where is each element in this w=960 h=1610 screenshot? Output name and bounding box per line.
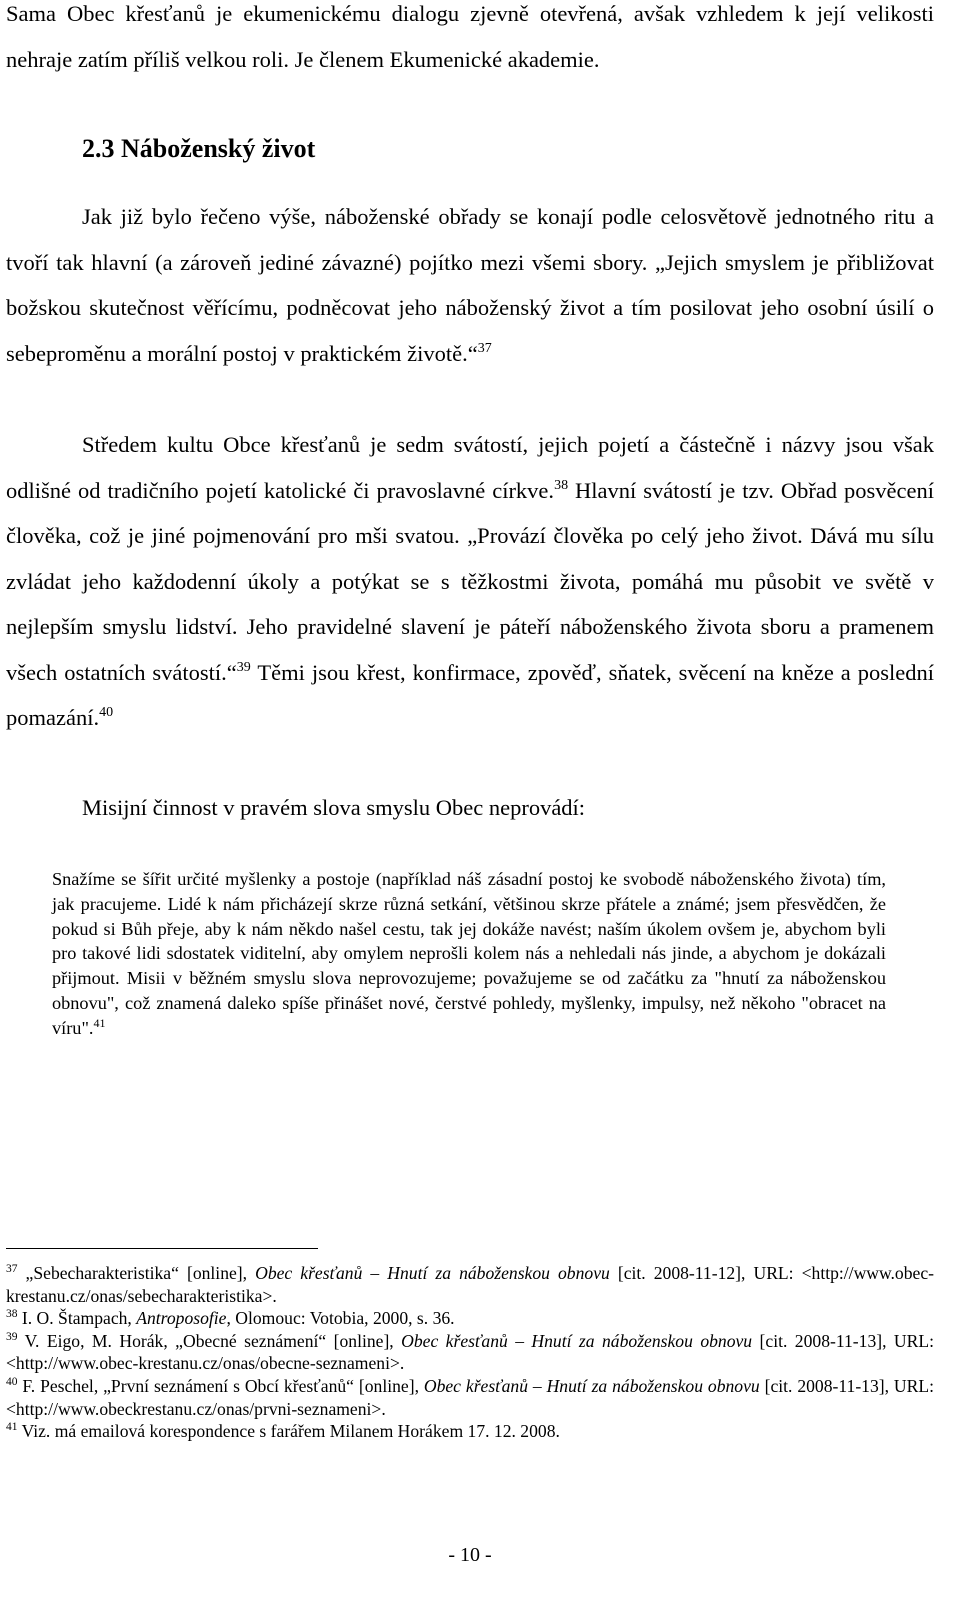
footnote-text: [cit. 2008-11-12], URL: <http://www.obec-krestanu.cz/onas/sebecharakteristika>. [6,1263,935,1306]
footnote-37 [6,1262,934,1307]
paragraph-sacraments-part3: Těmi jsou křest, konfirmace, zpověď, sňatek, svěcení na kněze a poslední pomazání. [6,659,934,730]
footnote-41 [6,1420,934,1443]
footnote-number: 37 [6,1263,18,1275]
footnote-text: [cit. 2008-11-13], URL: <http://www.obec-krestanu.cz/onas/obecne-seznameni>. [6,1330,934,1374]
footnote-number: 38 [6,1308,18,1321]
footnote-text: „Sebecharakteristika“ [online], [17,1263,256,1283]
footnotes [6,1262,934,1443]
footnote-source-title: Obec křesťanů – Hnutí za náboženskou obnovu [255,1263,610,1283]
footnote-separator [6,1248,318,1249]
footnote-source-title: Obec křesťanů – Hnutí za náboženskou obnovu [401,1330,753,1351]
footnote-text: V. Eigo, M. Horák, „Obecné seznámení“ [online], [17,1330,402,1351]
footnote-ref-41: 41 [93,1015,106,1030]
intro-paragraph [6,0,934,82]
footnote-ref-38: 38 [554,477,569,493]
footnote-source-title: Obec křesťanů – Hnutí za náboženskou obnovu [423,1375,760,1396]
footnote-text: Viz. má emailová korespondence s farářem Milanem Horákem 17. 12. 2008. [17,1421,560,1442]
footnote-source-title: Antroposofie [136,1308,227,1329]
section-heading: 2.3 Náboženský život [82,134,316,163]
block-quote [52,867,886,1041]
paragraph-sacraments-part2: Hlavní svátostí je tzv. Obřad posvěcení člověka, což je jiné pojmenování pro mši svatou. „Provází člověka po celý jeho život. Dává mu sílu zvládat jeho každodenní úkoly a potýkat se s těžkostmi života, pomáhá mu působit ve světě v nejlepším smyslu lidství. Jeho pravidelné slavení je páteří náboženského života sboru a pramenem všech ostatních svátostí.“ [6,477,935,685]
footnote-text: F. Peschel, „První seznámení s Obcí křesťanů“ [online], [17,1375,424,1396]
footnote-number: 41 [6,1421,18,1434]
footnote-ref-37: 37 [477,340,492,356]
footnote-number: 40 [6,1375,18,1388]
paragraph-mission [6,785,934,831]
page-number: - 10 - [448,1544,492,1566]
paragraph-mission-text: Misijní činnost v pravém slova smyslu Obec neprovádí: [82,795,586,820]
footnote-ref-40: 40 [99,705,114,720]
footnote-number: 39 [6,1330,18,1343]
footnote-39 [6,1330,934,1375]
footnote-text: I. O. Štampach, [17,1308,137,1329]
paragraph-ritual-text: Jak již bylo řečeno výše, náboženské obřady se konají podle celosvětově jednotného ritu a tvoří tak hlavní (a zároveň jediné závazné) pojítko mezi všemi sbory. „Jejich smyslem je přibližovat božskou skutečnost věřícímu, podněcovat jeho náboženský život a tím posilovat jeho osobní úsilí o sebeproměnu a morální postoj v praktickém životě.“ [6,204,934,366]
footnote-text: [cit. 2008-11-13], URL: <http://www.obeckrestanu.cz/onas/prvni-seznameni>. [6,1375,934,1419]
footnote-40 [6,1375,934,1420]
paragraph-sacraments-part1: Středem kultu Obce křesťanů je sedm svátostí, jejich pojetí a částečně i názvy jsou však odlišné od tradičního pojetí katolické či pravoslavné církve. [6,432,934,503]
block-quote-text: Snažíme se šířit určité myšlenky a postoje (například náš zásadní postoj ke svobodě náboženského života) tím, jak pracujeme. Lidé k nám přicházejí skrze různá setkání, většinou skrze přátele a známé; jsem přesvědčen, že pokud si Bůh přeje, aby k nám někdo našel cestu, tak jej dokáže navést; naším úkolem ovšem je, abychom byli pro takové lidi sdostatek viditelní, aby omylem neprošli kolem nás a nehledali nás jinde, a abychom je dokázali přijmout. Misii v běžném smyslu slova neprovozujeme; považujeme se od začátku za "hnutí za náboženskou obnovu", což znamená daleko spíše přinášet nové, čerstvé pohledy, myšlenky, impulsy, než někoho "obracet na víru". [52,869,886,1038]
paragraph-ritual [6,194,934,376]
intro-text: Sama Obec křesťanů je ekumenickému dialogu zjevně otevřená, avšak vzhledem k její velikosti nehraje zatím příliš velkou roli. Je členem Ekumenické akademie. [6,1,934,72]
footnote-text: , Olomouc: Votobia, 2000, s. 36. [226,1308,455,1329]
footnote-38 [6,1307,934,1330]
paragraph-sacraments [6,422,934,741]
footnote-ref-39: 39 [236,659,251,675]
